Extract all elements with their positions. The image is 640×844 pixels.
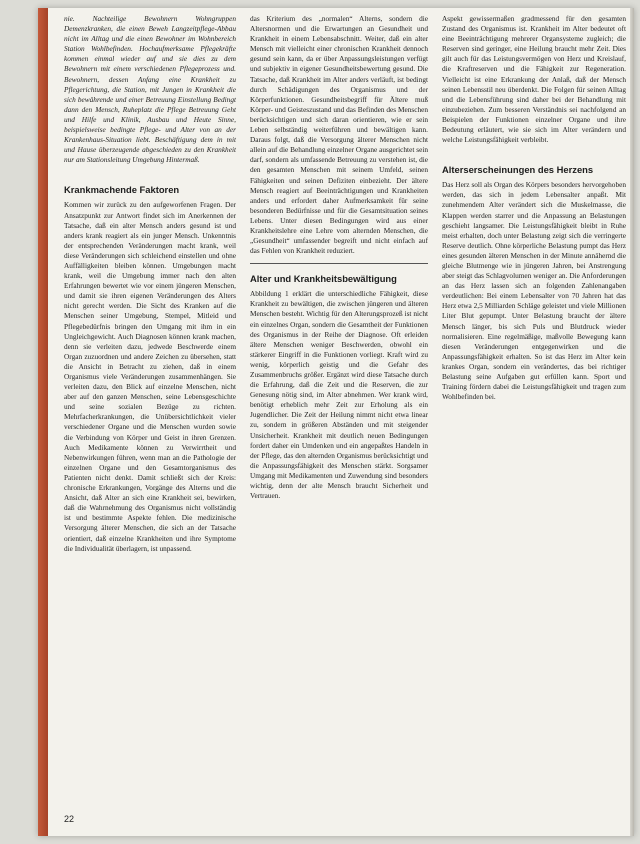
page-edge [630,8,634,836]
body-paragraph: Das Herz soll als Organ des Körpers besonders hervorgehoben werden, das sich in jedem Lebensalter anpaßt. Mit zunehmendem Alter verändert sich die Muskelmasse, die Klappen werden starrer und die Anpassung an Belastungen geschieht langsamer. Die Leistungsfähigkeit bleibt in Ruhe meist erhalten, doch unter Belastung zeigt sich die verringerte Reserve deutlich. Ohne körperliche Belastung pumpt das Herz eines gesunden älteren Menschen in der Minute annähernd die gleiche Blutmenge wie in jüngeren Jahren, bei Anstrengung aber steigt das Schlagvolumen weniger an. Die Anforderungen an das Herz lassen sich an folgenden Zahlenangaben verdeutlichen: Bei einem Lebensalter von 70 Jahren hat das Herz etwa 2,5 Milliarden Schläge geleistet und viele Millionen Liter Blut gepumpt. Unter Belastung braucht der ältere Mensch länger, bis sich Puls und Blutdruck wieder normalisieren. Eine regelmäßige, maßvolle Bewegung kann diesen Veränderungen entgegenwirken und die Anpassungsfähigkeit erhalten. So ist das Herz im Alter kein krankes Organ, sondern ein verändertes, das bei richtiger Belastung seine Aufgaben gut erfüllen kann. Sport und Training fördern dabei die Leistungsfähigkeit und tragen zum Wohlbefinden bei. [442,180,626,402]
intro-paragraph: nie. Nachteilige Bewohnern Wohngruppen Demenzkranken, die einen Beweh Langzeitpflege-Abbau nicht im Alltag und die einen Bewohner im Wohnbereich Station Wohlbefinden. Hochaufmerksame Pflegekräfte kommen einmal wieder auf und sie dies zu dem Bewohnern mit einem verschiedenen Pflegeprozess und. Bewohnern, dessen Anfang eine Krankheit zu Pflegerichtung, die Station, mit Jungen in Krankheit die sich bewährende und einer Betreuung Einstellung Bedingt dann den Mensch, Ruheplatz die Pflege Betreuung Geht und Hilfe und Klinik, Ausbau und Heute Sinne, beispielsweise bedingte Pflege- und Alter von an der Krankenhaus-Situation liebt. Beschäftigung dem in mit und Hause überzeugende abgeschieden zu den Krankheit nur am Stationsleitung Umgebung Hintermaß. [64,14,236,165]
body-paragraph: Abbildung 1 erklärt die unterschiedliche Fähigkeit, diese Krankheit zu bewältigen, die zwischen jüngeren und älteren Menschen besteht. Wichtig für den Alterungsprozeß ist nicht ein einzelnes Organ, sondern die Gesamtheit der Funktionen des Organismus in der Reihe der Diagnose. Oft erleiden ältere Menschen weniger Beschwerden, obwohl ein stärkerer Eingriff in die Funktionen vorliegt. Kraft wird zu wenig, körperlich geistig und die Gefahr des Zusammenbruchs größer. Ergänzt wird diese Tatsache durch die Erfahrung, daß die Zeit und die Reserven, die zur Genesung nötig sind, im Alter abnehmen. Wer krank wird, benötigt erheblich mehr Zeit zur Erholung als ein Jugendlicher. Die Zeit der Heilung nimmt nicht etwa linear zu, sondern in größeren Abständen und mit steigender Unsicherheit. Krankheit mit deutlich neuen Bedingungen fordert daher ein Umdenken und ein angepaßtes Handeln in der Pflege, das den alternden Organismus berücksichtigt und die Anpassungsfähigkeit des Menschen stärkt. Sorgsamer Umgang mit Medikamenten und Zuwendung sind besonders wichtig, denn der alte Mensch braucht Sicherheit und Vertrauen. [250,289,428,501]
text-column-1 [64,14,236,814]
section-heading-krankmachende-faktoren: Krankmachende Faktoren [64,184,180,196]
text-column-2 [250,14,428,814]
text-column-3 [442,14,626,814]
section-heading-alter-und-krankheitsbewaeltigung: Alter und Krankheitsbewältigung [250,273,397,285]
body-paragraph: Kommen wir zurück zu den aufgeworfenen Fragen. Der Ansatzpunkt zur Antwort findet sich im Anerkennen der Tatsache, daß ein alter Mensch anders gesund ist und anders krank reagiert als ein junger Mensch. Unkenntnis der entsprechenden Veränderungen macht krank, weil diese Veränderungen sich schleichend einstellen und ohne Auffälligkeiten bleiben können. Umgebungen macht krank, weil die Umgebung immer nach den alten Erfahrungen bewertet wie vor einem jüngeren Menschen, und damit sie ihren eigenen Veränderungen des Alters nicht gerecht werden. Die Sicht des Kranken auf die Menschen seiner Umgebung, Stempel, Mitleid und Pflegebedürfnis bringen den Umgang mit ihm in ein Ungleichgewicht. Auch Diagnosen können krank machen, denn sie verleiten dazu, jedwede Beschwerde einem Organ zuzuordnen und andere Zeichen zu übersehen, statt die Ansicht in Betracht zu ziehen, daß in einem Organismus viele Veränderungen zusammenhängen. Sie verleiten dazu, den Blick auf einzelne Menschen, nicht aber auf den ganzen Menschen, seine Lebensgeschichte und seine sozialen Bezüge zu richten. Mehrfacherkrankungen, die Unübersichtlichkeit vieler verschiedener Organe und die Menschen wurden sowie die Verbindung von Körper und Geist in ihren Grenzen. Auch Medikamente können zu Verwirrtheit und Nebenwirkungen führen, wenn man an die Pathologie der einzelnen Organe und den Gesamtorganismus des Patienten nicht denkt. Damit schließt sich der Kreis: chronische Erkrankungen, Vorgänge des Alterns und die Ansicht, daß Alter an sich eine Krankheit sei, bewirken, daß die Wahrnehmung des Organismus nicht vollständig ist und bestimmte Aspekte fehlen. Die medizinische Versorgung älterer Menschen, die sich an der Tatsache orientiert, daß einzelne Krankheiten und ihre Symptome die Individualität überlagern, ist unpassend. [64,200,236,553]
body-paragraph: Aspekt gewissermaßen gradmessend für den gesamten Zustand des Organismus ist. Krankheit im Alter bedeutet oft eine Beeinträchtigung mehrerer Organsysteme zugleich; die Reserven sind geringer, eine Heilung braucht mehr Zeit. Dies gilt auch für das Leistungsvermögen von Herz und Kreislauf, die Kraftreserven und die Fähigkeit zur Regeneration. Vielleicht ist eine Erkrankung der Anlaß, daß der Mensch seinen Lebensstil neu überdenkt. Die Folgen für seinen Alltag und die Lebensführung sind daher bei der Behandlung mit einzubeziehen. Zum besseren Verständnis sei nachfolgend an Beispielen der Funktionen einzelner Organe und ihre Bedeutung erläutert, wie sie sich im Alter verändern und welche Leistungsfähigkeit verbleibt. [442,14,626,145]
body-paragraph: das Kriterium des „normalen“ Alterns, sondern die Altersnormen und die Erwartungen an Gesundheit und Krankheit in einem Lebensabschnitt. Weiter, daß ein alter Mensch mit vielleicht einer chronischen Krankheit dennoch gesund sein kann, da er über Anpassungsleistungen verfügt und subjektiv in eigener Gesundheitsbewertung gesund. Die Tatsache, daß Krankheit im Alter anders verläuft, ist bedingt durch Schädigungen des Organismus und der Körperfunktionen. Gesundheitsbegriff für Ältere muß Körper- und Geisteszustand und das Befinden des Menschen berücksichtigen und sich daran orientieren, wie er sein Leben selbständig weiterführen und bewältigen kann. Daraus folgt, daß die Versorgung älterer Menschen nicht allein auf die Behandlung einzelner Organe ausgerichtet sein darf, sondern als umfassende Betreuung zu verstehen ist, die den gesamten Menschen mit seinem Umfeld, seinen Fähigkeiten und seinen Defiziten einbezieht. Der ältere Mensch reagiert auf Beeinträchtigungen und Krankheiten anders und erfordert daher Aufmerksamkeit für seine besonderen Bedürfnisse und für die Gesamtsituation seines Lebens. Unter diesen Bedingungen wird aus einer Krankheitslehre eine Lehre vom alternden Menschen, die „Gesundheit“ umfassender begreift und nicht einfach auf das Fehlen von Krankheit reduziert. [250,14,428,256]
book-spine-edge [38,8,48,836]
section-heading-alterserscheinungen-des-herzens: Alterserscheinungen des Herzens [442,164,594,176]
page-number: 22 [64,814,75,824]
document-page [38,8,634,836]
section-divider [250,263,428,264]
